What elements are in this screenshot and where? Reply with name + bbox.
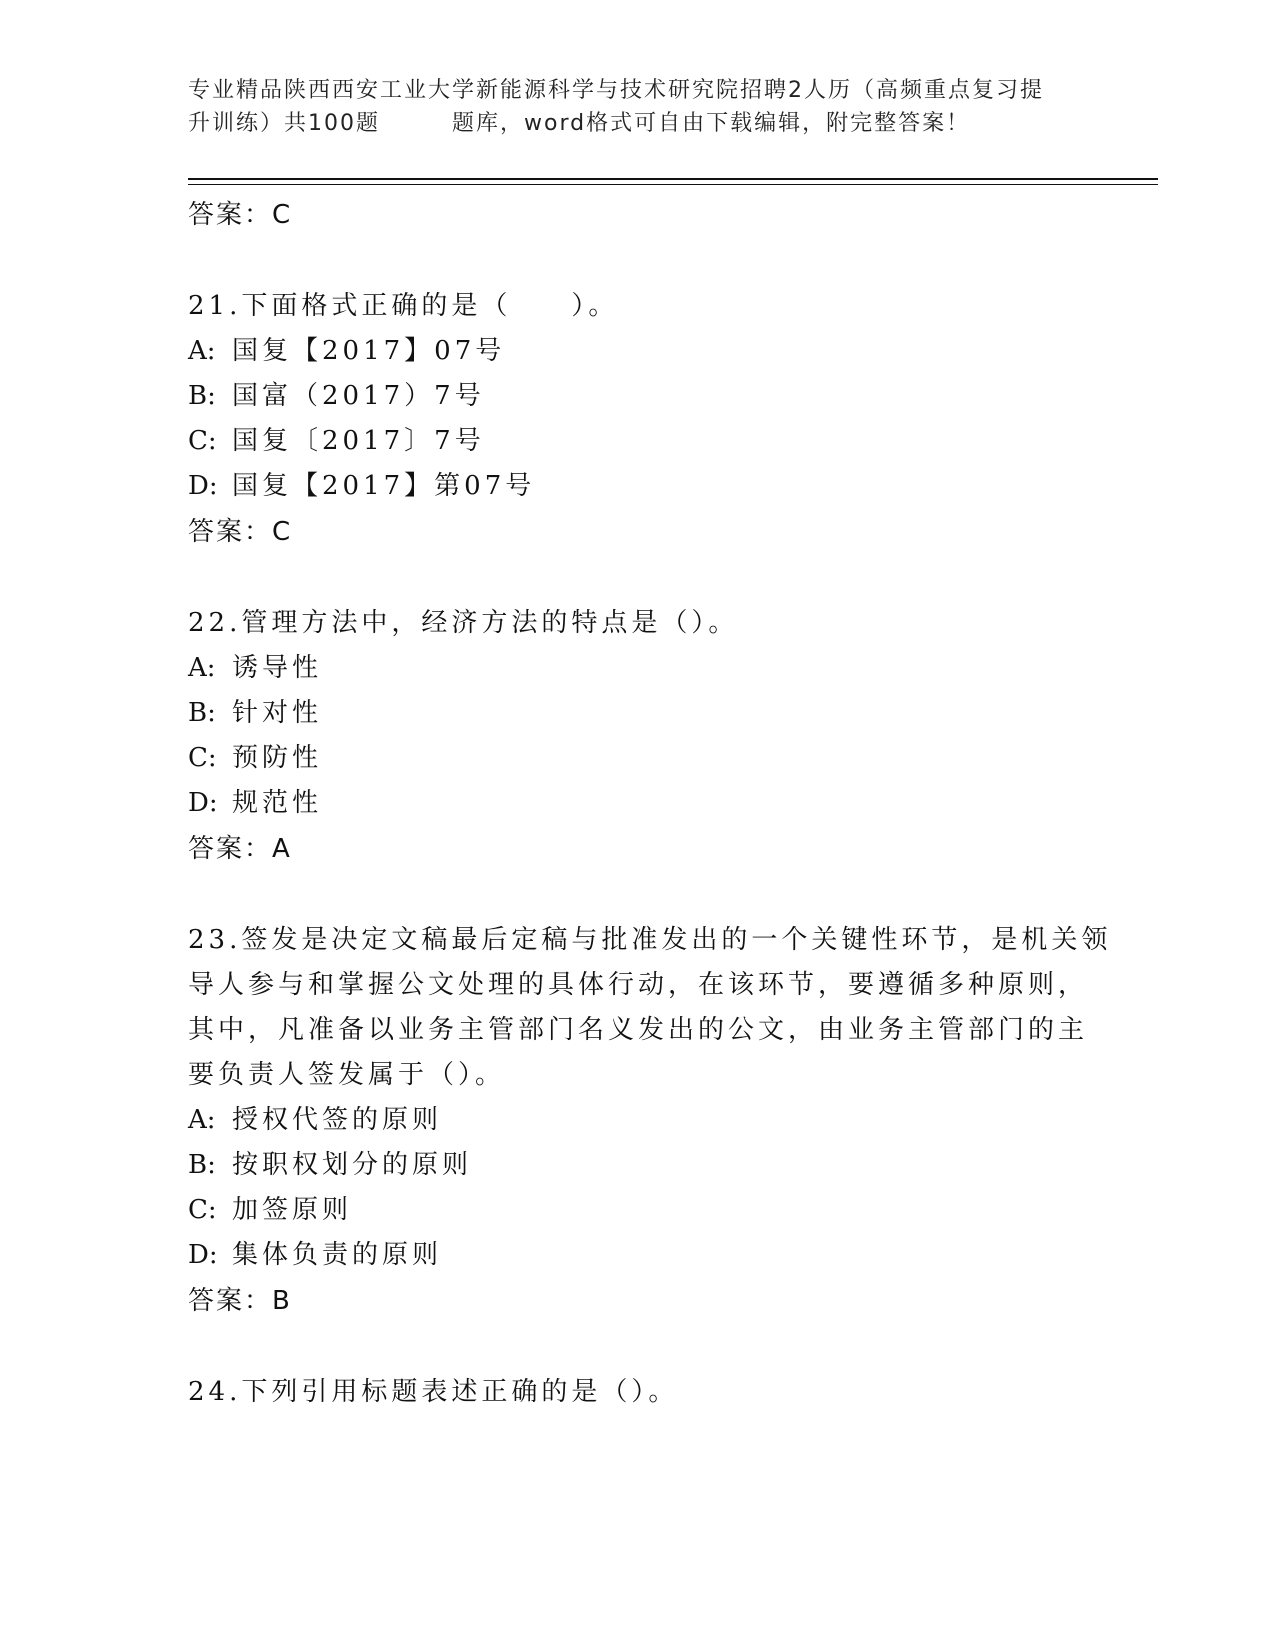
- option-letter: D:: [188, 471, 218, 501]
- option-b: [188, 691, 1088, 736]
- header-line-2-right: 题库，word格式可自由下载编辑，附完整答案！: [452, 111, 971, 136]
- header-line-2-left: 升训练）共100题: [188, 111, 380, 136]
- question-text-line-2: 导人参与和掌握公文处理的具体行动，在该环节，要遵循多种原则，: [188, 970, 1089, 1000]
- option-text: 国复〔2017〕7号: [232, 426, 485, 456]
- option-letter: B:: [188, 698, 216, 728]
- question-23: [188, 918, 1112, 1324]
- option-letter: D:: [188, 1240, 218, 1270]
- option-text: 加签原则: [232, 1195, 353, 1225]
- option-d: [188, 464, 1088, 509]
- question-text: 22.管理方法中，经济方法的特点是（）。: [188, 608, 739, 638]
- option-letter: C:: [188, 1195, 217, 1225]
- option-c: [188, 736, 1088, 781]
- option-letter: A:: [188, 653, 216, 683]
- previous-answer: 答案：C: [188, 200, 293, 230]
- option-letter: B:: [188, 1150, 216, 1180]
- option-letter: C:: [188, 426, 217, 456]
- header-line-1: 专业精品陕西西安工业大学新能源科学与技术研究院招聘2人历（高频重点复习提: [188, 78, 1044, 103]
- option-text: 按职权划分的原则: [232, 1150, 473, 1180]
- question-text: 24.下列引用标题表述正确的是（）。: [188, 1377, 679, 1407]
- option-text: 预防性: [232, 743, 323, 773]
- option-letter: D:: [188, 788, 218, 818]
- option-text: 诱导性: [232, 653, 323, 683]
- option-b: [188, 374, 1088, 419]
- question-text-line-4: 要负责人签发属于（）。: [188, 1060, 506, 1090]
- option-c: [188, 419, 1088, 464]
- option-a: [188, 329, 1088, 374]
- option-text: 集体负责的原则: [232, 1240, 443, 1270]
- question-22: [188, 601, 1088, 872]
- header-rule-thick: [188, 178, 1158, 180]
- option-text: 国富（2017）7号: [232, 381, 485, 411]
- question-text: 21.下面格式正确的是（ ）。: [188, 291, 619, 321]
- question-24: [188, 1370, 1088, 1415]
- option-text: 针对性: [232, 698, 323, 728]
- answer-line: 答案：B: [188, 1286, 292, 1316]
- answer-line: 答案：A: [188, 834, 292, 864]
- question-content: [188, 192, 1112, 1415]
- header-rule-thin: [188, 184, 1158, 185]
- option-letter: A:: [188, 1105, 216, 1135]
- option-letter: B:: [188, 381, 216, 411]
- option-text: 国复【2017】07号: [232, 336, 506, 366]
- option-b: [188, 1143, 1088, 1188]
- page-header: [188, 74, 1088, 140]
- answer-line: 答案：C: [188, 517, 293, 547]
- option-c: [188, 1188, 1088, 1233]
- option-letter: A:: [188, 336, 216, 366]
- question-text-line-1: 23.签发是决定文稿最后定稿与批准发出的一个关键性环节，是机关领: [188, 925, 1112, 955]
- option-text: 国复【2017】第07号: [232, 471, 536, 501]
- option-d: [188, 781, 1088, 826]
- option-letter: C:: [188, 743, 217, 773]
- option-text: 授权代签的原则: [232, 1105, 443, 1135]
- option-d: [188, 1233, 1088, 1278]
- question-text-line-3: 其中，凡准备以业务主管部门名义发出的公文，由业务主管部门的主: [188, 1015, 1089, 1045]
- header-line-2: [188, 107, 1088, 140]
- option-a: [188, 646, 1088, 691]
- option-text: 规范性: [232, 788, 323, 818]
- option-a: [188, 1098, 1088, 1143]
- question-21: [188, 284, 1088, 555]
